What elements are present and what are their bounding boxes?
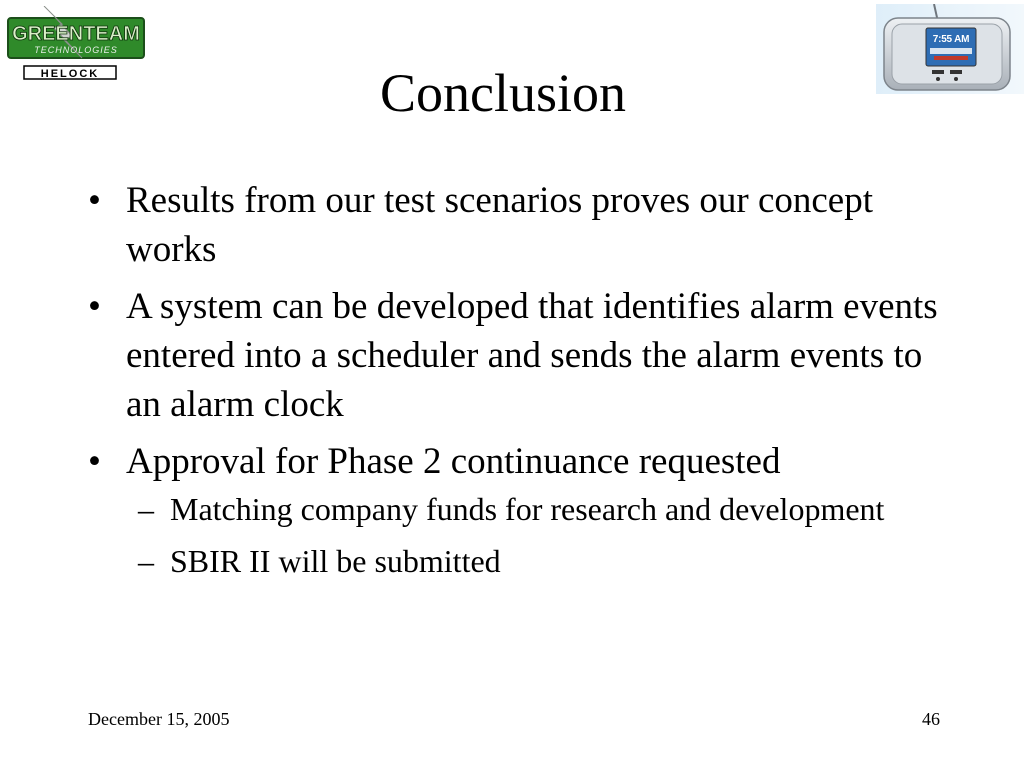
logo-brand-line2: TECHNOLOGIES (34, 45, 118, 55)
bullet-text: Results from our test scenarios proves our concept works (126, 180, 874, 270)
bullet-icon: • (88, 441, 101, 482)
sub-bullet-item (126, 540, 960, 582)
logo-brand-line1: GREENTEAM (12, 23, 140, 45)
bullet-text: A system can be developed that identifies alarm events entered into a scheduler and sends the alarm events to an alarm clock (126, 286, 938, 425)
sub-bullet-list (126, 488, 960, 582)
slide-title: Conclusion (379, 63, 626, 123)
sub-bullet-text: Matching company funds for research and development (170, 491, 885, 527)
dash-icon: – (138, 543, 154, 579)
bullet-item (80, 282, 960, 429)
dash-icon: – (138, 491, 154, 527)
footer-date: December 15, 2005 (88, 709, 230, 729)
bullet-icon: • (88, 286, 101, 327)
sub-bullet-text: SBIR II will be submitted (170, 543, 501, 579)
bullet-item (80, 176, 960, 274)
page-number: 46 (922, 709, 940, 729)
device-display-time: 7:55 AM (932, 34, 970, 45)
logo-product-name: HELOCK (40, 68, 100, 80)
bullet-icon: • (88, 180, 101, 221)
sub-bullet-item (126, 488, 960, 530)
bullet-text: Approval for Phase 2 continuance requested (126, 441, 781, 482)
bullet-item (80, 437, 960, 582)
bullet-list (80, 176, 960, 592)
